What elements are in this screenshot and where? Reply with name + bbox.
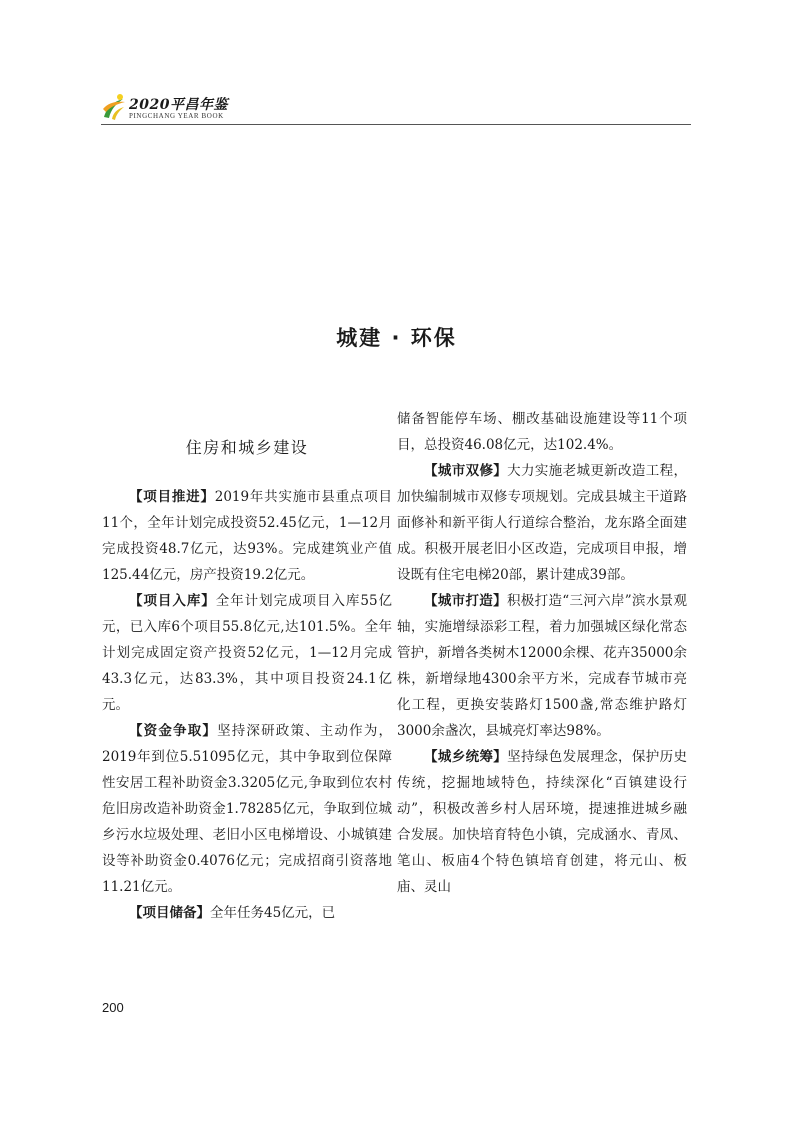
header-divider — [101, 124, 691, 125]
running-header — [101, 93, 701, 125]
paragraph-label: 【资金争取】 — [129, 723, 218, 739]
paragraph-city-building — [397, 588, 687, 744]
yearbook-logo-icon — [101, 93, 127, 121]
paragraph-label: 【城乡统筹】 — [424, 749, 508, 765]
paragraph-continuation: 储备智能停车场、棚改基础设施建设等11个项目，总投资46.08亿元，达102.4%。 — [397, 411, 687, 453]
paragraph-text: 大力实施老城更新改造工程，加快编制城市双修专项规划。完成县城主干道路面修补和新平街人行道综合整治，龙东路全面建成。积极开展老旧小区改造，完成项目申报，增设既有住宅电梯20部，累计建成39部。 — [397, 463, 688, 583]
paragraph-label: 【项目储备】 — [129, 905, 210, 921]
paragraph-text: 坚持绿色发展理念，保护历史传统，挖掘地域特色，持续深化“百镇建设行动”，积极改善乡村人居环境，提速推进城乡融合发展。加快培育特色小镇，完成涵水、青凤、笔山、板庙4个特色镇培育创建，将元山、板庙、灵山 — [397, 749, 688, 895]
section-heading: 住房和城乡建设 — [185, 438, 309, 457]
paragraph-urban-rural-coordination — [397, 744, 687, 900]
paragraph-text: 全年计划完成项目入库55亿元，已入库6个项目55.8亿元,达101.5%。全年计划完成固定资产投资52亿元，1—12月完成43.3亿元，达83.3%，其中项目投资24.1亿元。 — [102, 593, 392, 713]
brand-title: 2020平昌年鉴 — [129, 97, 228, 113]
right-column — [397, 406, 687, 900]
paragraph-text: 坚持深研政策、主动作为，2019年到位5.51095亿元，其中争取到位保障性安居工程补助资金3.3205亿元,争取到位农村危旧房改造补助资金1.78285亿元，争取到位城乡污水垃圾处理、老旧小区电梯增设、小城镇建设等补助资金0.4076亿元；完成招商引资落地11.21亿元。 — [102, 723, 393, 895]
paragraph-urban-renewal — [397, 458, 687, 588]
paragraph-funding — [102, 718, 392, 900]
brand-subtitle: PINGCHANG YEAR BOOK — [129, 112, 224, 120]
paragraph-project-registration — [102, 588, 392, 718]
chapter-title: 城建 · 环保 — [336, 326, 457, 350]
paragraph-text: 全年任务45亿元，已 — [210, 905, 336, 921]
paragraph-project-reserve — [102, 900, 392, 926]
paragraph-project-progress — [102, 484, 392, 588]
paragraph-label: 【城市打造】 — [424, 593, 507, 609]
paragraph-label: 【项目推进】 — [129, 489, 215, 505]
page-number: 200 — [102, 1000, 124, 1015]
paragraph-label: 【城市双修】 — [424, 463, 508, 479]
paragraph-label: 【项目入库】 — [129, 593, 216, 609]
paragraph-text: 积极打造“三河六岸”滨水景观轴，实施增绿添彩工程，着力加强城区绿化常态管护，新增各类树木12000余棵、花卉35000余株，新增绿地4300余平方米，完成春节城市亮化工程，更换安装路灯1500盏,常态维护路灯3000余盏次，县城亮灯率达98%。 — [397, 593, 688, 739]
paragraph-text: 2019年共实施市县重点项目11个，全年计划完成投资52.45亿元，1—12月完成投资48.7亿元，达93%。完成建筑业产值125.44亿元，房产投资19.2亿元。 — [102, 489, 393, 583]
left-column — [102, 484, 392, 926]
